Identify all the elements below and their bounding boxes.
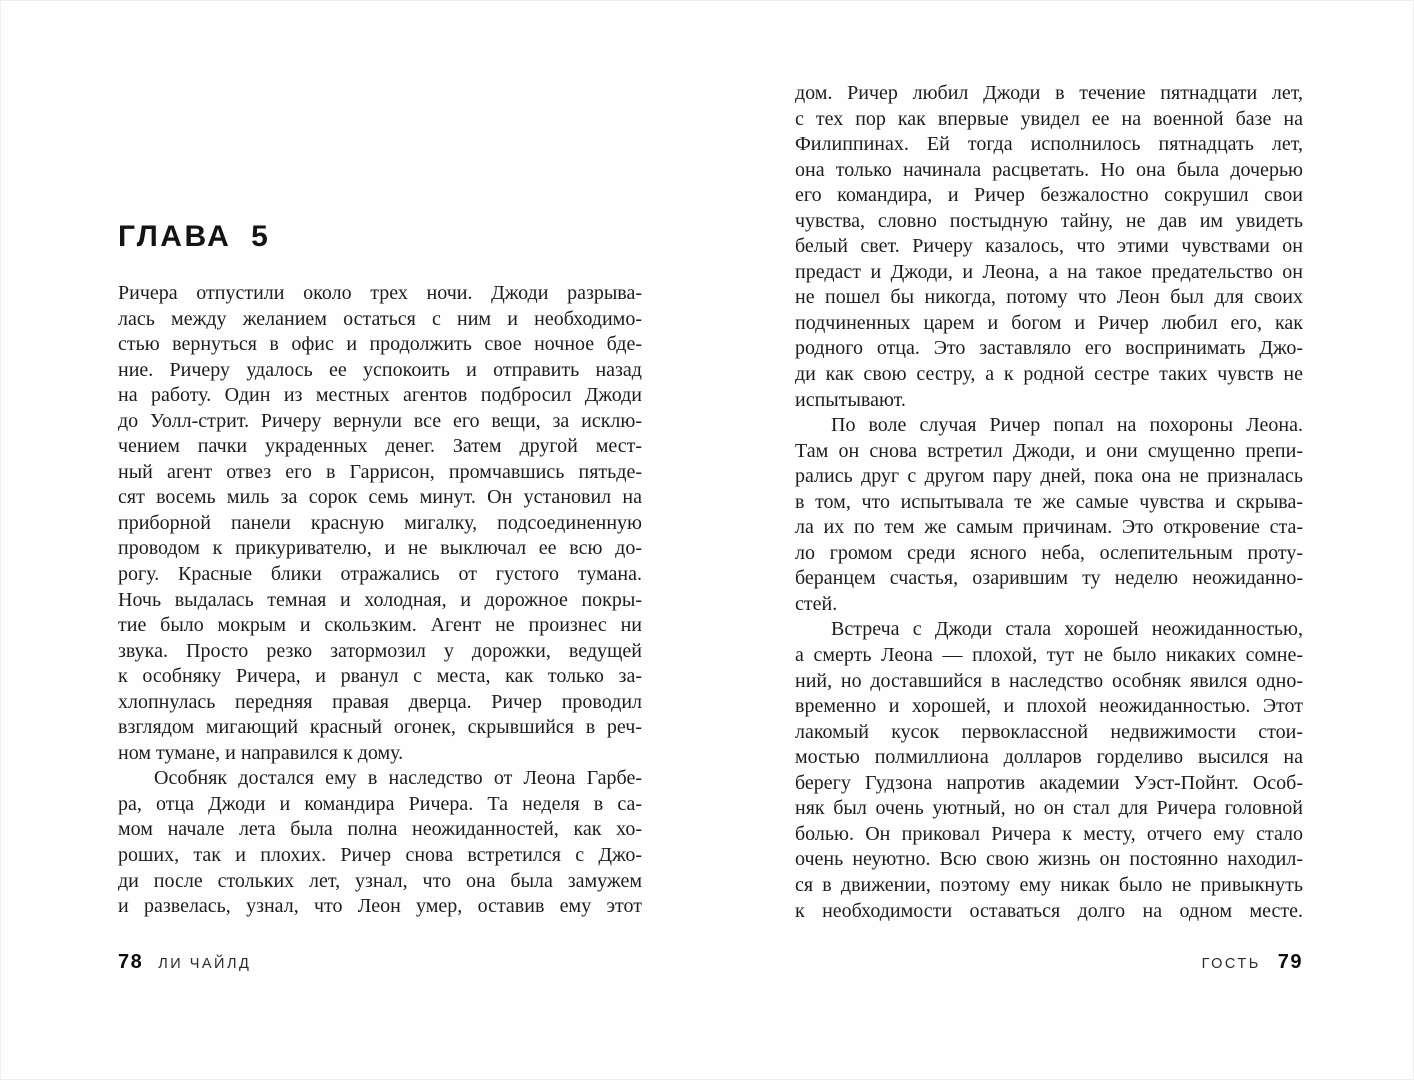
page-number-right: 79 xyxy=(1277,951,1303,973)
text-line: звука. Просто резко затормозил у дорожки, ведущей xyxy=(118,639,642,662)
text-line: на работу. Один из местных агентов подбросил Джоди xyxy=(118,384,642,407)
text-line: Ричера отпустили около трех ночи. Джоди разрыва- xyxy=(118,282,642,304)
text-line: По воле случая Ричер попал на похороны Леона. xyxy=(831,414,1303,437)
text-line: Ночь выдалась темная и холодная, и дорожное покры- xyxy=(118,588,642,611)
text-line: Филиппинах. Ей тогда исполнилось пятнадцать лет, xyxy=(795,133,1303,156)
text-line: Там он снова встретил Джоди, и они смущенно препи- xyxy=(795,439,1303,462)
running-title-author: ЛИ ЧАЙЛД xyxy=(158,956,252,972)
text-line: роших, так и плохих. Ричер снова встретился с Джо- xyxy=(118,844,642,867)
running-title-book: ГОСТЬ xyxy=(1201,956,1261,972)
page-left xyxy=(118,0,642,1080)
text-line: беранцем счастья, озарившим ту неделю неожиданно- xyxy=(795,567,1303,590)
text-line: рались друг с другом пару дней, пока она не призналась xyxy=(795,465,1303,488)
text-line: испытывают. xyxy=(795,388,906,411)
text-line: Встреча с Джоди стала хорошей неожиданностью, xyxy=(831,618,1303,641)
text-line: болью. Он приковал Ричера к месту, отчего ему стало xyxy=(795,822,1303,845)
text-line: приборной панели красную мигалку, подсоединенную xyxy=(118,511,642,534)
paragraph xyxy=(795,81,1303,413)
text-line: стей. xyxy=(795,592,838,615)
text-line: ла их по тем же самым причинам. Это откровение ста- xyxy=(795,516,1303,539)
paragraph xyxy=(795,413,1303,617)
text-line: с тех пор как впервые увидел ее на военной базе на xyxy=(795,107,1303,130)
left-page-body xyxy=(118,281,642,920)
text-line: предаст и Джоди, и Леона, а на такое предательство он xyxy=(795,260,1303,283)
text-line: взглядом мигающий красный огонек, скрывшийся в реч- xyxy=(118,716,642,739)
text-line: Особняк достался ему в наследство от Леона Гарбе- xyxy=(154,767,642,790)
text-line: подчиненных царем и богом и Ричер любил его, как xyxy=(795,311,1303,334)
left-page-footer xyxy=(118,951,642,975)
text-line: няк был очень уютный, но он стал для Ричера головной xyxy=(795,797,1303,820)
text-line: до Уолл-стрит. Ричеру вернули все его вещи, за исклю- xyxy=(118,409,642,432)
text-line: стью вернуться в офис и продолжить свое ночное бде- xyxy=(118,333,642,356)
text-line: ние. Ричеру удалось ее успокоить и отправить назад xyxy=(118,358,642,381)
text-line: хлопнулась передняя правая дверца. Ричер проводил xyxy=(118,690,642,713)
text-line: ди после стольких лет, узнал, что она была замужем xyxy=(118,869,642,892)
text-line: ний, но доставшийся в наследство особняк явился одно- xyxy=(795,669,1303,692)
text-line: мом начале лета была полна неожиданностей, как хо- xyxy=(118,818,642,841)
right-page-body xyxy=(795,81,1303,924)
text-line: она только начинала расцветать. Но она была дочерью xyxy=(795,158,1303,181)
text-line: ди как свою сестру, а к родной сестре таких чувств не xyxy=(795,363,1303,386)
page-number-left: 78 xyxy=(118,951,144,973)
text-line: к особняку Ричера, и рванул с места, как только за- xyxy=(118,665,642,688)
text-line: ном тумане, и направился к дому. xyxy=(118,741,404,764)
text-line: его командира, и Ричер безжалостно сокрушил свои xyxy=(795,184,1303,207)
text-line: рогу. Красные блики отражались от густого тумана. xyxy=(118,563,642,586)
text-line: берегу Гудзона напротив академии Уэст-Пойнт. Особ- xyxy=(795,771,1303,794)
text-line: в том, что испытывала те же самые чувства и скрыва- xyxy=(795,490,1303,513)
text-line: лакомый кусок первоклассной недвижимости стои- xyxy=(795,720,1303,743)
text-line: ный агент отвез его в Гаррисон, промчавшись пятьде- xyxy=(118,460,642,483)
text-line: родного отца. Это заставляло его воспринимать Джо- xyxy=(795,337,1303,360)
text-line: чением пачки украденных денег. Затем другой мест- xyxy=(118,435,642,458)
paragraph xyxy=(795,617,1303,924)
text-line: ло громом среди ясного неба, ослепительным проту- xyxy=(795,541,1303,564)
text-line: лась между желанием остаться с ним и необходимо- xyxy=(118,307,642,330)
text-line: белый свет. Ричеру казалось, что этими чувствами он xyxy=(795,235,1303,258)
text-line: к необходимости оставаться долго на одном месте. xyxy=(795,899,1303,922)
text-line: ра, отца Джоди и командира Ричера. Та неделя в са- xyxy=(118,792,642,815)
text-line: и развелась, узнал, что Леон умер, оставив ему этот xyxy=(118,895,642,918)
text-line: очень неуютно. Всю свою жизнь он постоянно находил- xyxy=(795,848,1303,871)
text-line: мостью полмиллиона долларов горделиво высился на xyxy=(795,746,1303,769)
text-line: дом. Ричер любил Джоди в течение пятнадцати лет, xyxy=(795,82,1303,104)
text-line: сят восемь миль за сорок семь минут. Он установил на xyxy=(118,486,642,509)
text-line: тие было мокрым и скользким. Агент не произнес ни xyxy=(118,614,642,637)
paragraph xyxy=(118,766,642,919)
text-line: проводом к прикуривателю, и не выключал ее всю до- xyxy=(118,537,642,560)
paragraph xyxy=(118,281,642,766)
text-line: чувства, словно постыдную тайну, не дав им увидеть xyxy=(795,209,1303,232)
page-right xyxy=(795,0,1303,1080)
right-page-footer xyxy=(795,951,1303,975)
text-line: ся в движении, поэтому ему никак было не привыкнуть xyxy=(795,873,1303,896)
text-line: не пошел бы никогда, потому что Леон был для своих xyxy=(795,286,1303,309)
chapter-heading: ГЛАВА 5 xyxy=(118,220,271,253)
text-line: временно и хорошей, и плохой неожиданностью. Этот xyxy=(795,695,1303,718)
text-line: а смерть Леона — плохой, тут не было никаких сомне- xyxy=(795,644,1303,667)
